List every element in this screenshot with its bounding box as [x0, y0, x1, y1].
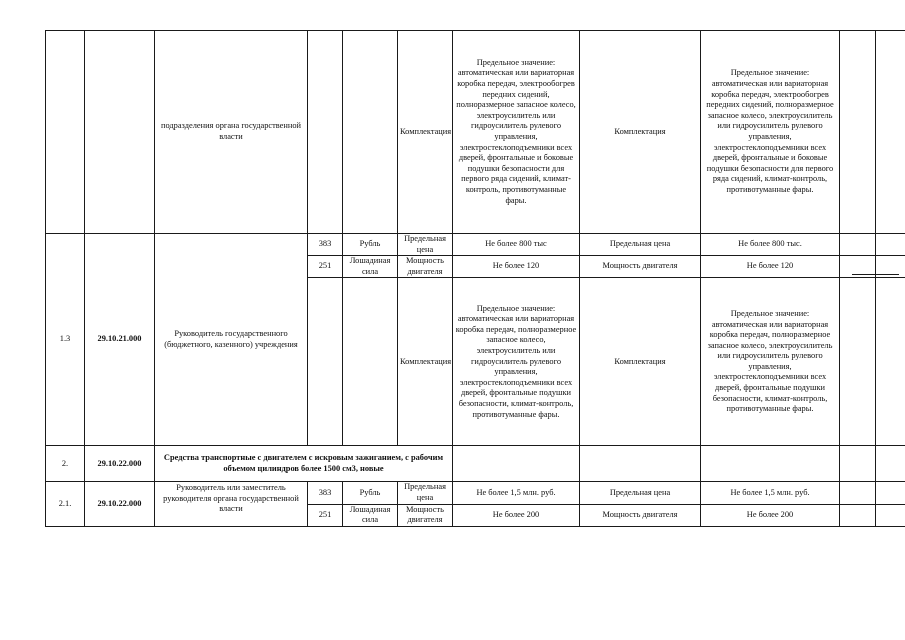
okpd-code-cell: 29.10.22.000 [85, 482, 155, 526]
okpd-code-cell: 29.10.21.000 [85, 234, 155, 446]
unit-name-cell: Рубль [343, 234, 398, 256]
okpd-code-cell [85, 31, 155, 234]
extra-cell [876, 234, 905, 256]
characteristic-name-cell: Мощность двигателя [398, 256, 453, 278]
table-row [46, 234, 905, 256]
approved-characteristic-limit-cell: Не более 800 тыс. [701, 234, 840, 256]
row-number-cell: 1.3 [46, 234, 85, 446]
approved-characteristic-limit-cell: Предельное значение: автоматическая или вариаторная коробка передач, полноразмерное запасное колесо, электроусилитель или гидроусилитель рулевого управления, электростеклоподъемники всех дверей, фронтальные подушки безопасности, климат-контроль, противотуманные фары. [701, 278, 840, 446]
approved-characteristic-name-cell: Мощность двигателя [580, 256, 701, 278]
extra-cell [840, 31, 876, 234]
unit-name-cell: Лошадиная сила [343, 504, 398, 526]
row-number-cell: 2.1. [46, 482, 85, 526]
approved-characteristic-limit-cell: Не более 200 [701, 504, 840, 526]
extra-cell [876, 31, 905, 234]
unit-code-cell: 251 [308, 504, 343, 526]
table-row [46, 482, 905, 504]
unit-code-cell [308, 31, 343, 234]
approved-characteristic-name-cell: Комплектация [580, 31, 701, 234]
extra-cell [876, 482, 905, 504]
extra-cell [876, 504, 905, 526]
characteristic-limit-cell [453, 446, 580, 482]
characteristic-name-cell: Комплектация [398, 278, 453, 446]
position-name-cell [155, 482, 308, 526]
unit-name-cell [343, 278, 398, 446]
extra-cell [840, 482, 876, 504]
unit-code-cell [308, 278, 343, 446]
characteristic-limit-cell: Предельное значение: автоматическая или вариаторная коробка передач, полноразмерное запасное колесо, электроусилитель или гидроусилитель рулевого управления, электростеклоподъемники всех дверей, фронтальные подушки безопасности, климат-контроль, противотуманные фары. [453, 278, 580, 446]
position-name-cell: подразделения органа государственной власти [155, 31, 308, 234]
unit-code-cell: 383 [308, 482, 343, 504]
extra-cell [840, 234, 876, 256]
unit-name-cell: Рубль [343, 482, 398, 504]
extra-cell [840, 278, 876, 446]
position-name-cell: Руководитель государственного (бюджетного, казенного) учреждения [155, 234, 308, 446]
characteristic-limit-cell: Не более 200 [453, 504, 580, 526]
characteristic-limit-cell: Не более 120 [453, 256, 580, 278]
approved-characteristic-limit-cell: Не более 120 [701, 256, 840, 278]
unit-code-cell: 251 [308, 256, 343, 278]
characteristic-name-cell: Предельная цена [398, 482, 453, 504]
approved-characteristic-limit-cell: Предельное значение: автоматическая или вариаторная коробка передач, электрообогрев передних сидений, полноразмерное запасное колесо, электроусилитель или гидроусилитель рулевого управления, электростеклоподъемники всех дверей, фронтальные и боковые подушки безопасности для первого ряда сидений, климат-контроль, противотуманные фары. [701, 31, 840, 234]
extra-cell [840, 446, 876, 482]
unit-name-cell: Лошадиная сила [343, 256, 398, 278]
unit-name-cell [343, 31, 398, 234]
characteristic-limit-cell: Не более 1,5 млн. руб. [453, 482, 580, 504]
section-title-cell: Средства транспортные с двигателем с искровым зажиганием, с рабочим объемом цилиндров более 1500 см3, новые [155, 446, 453, 482]
unit-code-cell: 383 [308, 234, 343, 256]
okpd-code-cell: 29.10.22.000 [85, 446, 155, 482]
characteristic-name-cell: Комплектация [398, 31, 453, 234]
characteristic-name-cell: Мощность двигателя [398, 504, 453, 526]
table-border-line [852, 274, 899, 275]
approved-characteristic-name-cell: Предельная цена [580, 234, 701, 256]
table-row [46, 31, 905, 234]
approved-characteristic-limit-cell: Не более 1,5 млн. руб. [701, 482, 840, 504]
approved-characteristic-name-cell: Мощность двигателя [580, 504, 701, 526]
row-number-cell [46, 31, 85, 234]
approved-characteristic-name-cell [580, 446, 701, 482]
position-name-text: Руководитель или заместитель руководителя органа государственной власти [163, 483, 299, 514]
row-number-cell: 2. [46, 446, 85, 482]
procurement-requirements-table [45, 30, 905, 527]
approved-characteristic-name-cell: Комплектация [580, 278, 701, 446]
extra-cell [876, 278, 905, 446]
approved-characteristic-limit-cell [701, 446, 840, 482]
characteristic-limit-cell: Предельное значение: автоматическая или вариаторная коробка передач, электрообогрев передних сидений, полноразмерное запасное колесо, электроусилитель или гидроусилитель рулевого управления, электростеклоподъемники всех дверей, фронтальные и боковые подушки безопасности для первого ряда сидений, климат-контроль, противотуманные фары. [453, 31, 580, 234]
characteristic-limit-cell: Не более 800 тыс [453, 234, 580, 256]
approved-characteristic-name-cell: Предельная цена [580, 482, 701, 504]
extra-cell [876, 446, 905, 482]
table-row [46, 446, 905, 482]
characteristic-name-cell: Предельная цена [398, 234, 453, 256]
extra-cell [840, 504, 876, 526]
